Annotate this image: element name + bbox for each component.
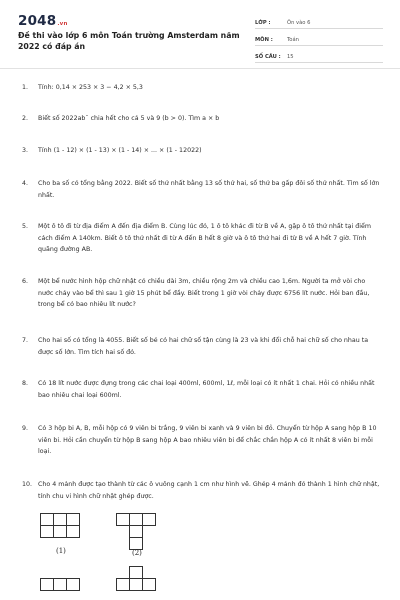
site-logo[interactable]: 2048.vn [18, 13, 68, 29]
meta-class-label: LỚP : [255, 20, 271, 26]
question-number: 2. [22, 115, 29, 122]
meta-class [255, 14, 383, 29]
question-number: 5. [22, 223, 29, 230]
meta-subject-value: Toán [287, 37, 299, 43]
question-text: Biết số 2022ab¯ chia hết cho cả 5 và 9 (b > 0). Tìm a × b [38, 115, 220, 122]
question-text: Cho ba số có tổng bằng 2022. Biết số thứ nhất bằng 13 số thứ hai, số thứ ba gấp đôi số thứ nhất. Tìm số lớn nhất. [38, 180, 380, 199]
page-title: Đề thi vào lớp 6 môn Toán trường Amsterdam năm 2022 có đáp án [18, 31, 240, 51]
question-text: Cho 4 mảnh được tạo thành từ các ô vuông cạnh 1 cm như hình vẽ. Ghép 4 mảnh đó thành 1 hình chữ nhật, tính chu vi hình chữ nhật ghép được. [38, 481, 380, 500]
question-number: 9. [22, 425, 29, 432]
question-text: Có 3 hộp bi A, B, mỗi hộp có 9 viên bi trắng, 9 viên bi xanh và 9 viên bi đỏ. Chuyển từ hộp A sang hộp B 10 viên bi. Hỏi cần chuyển từ hộp B sang hộp A bao nhiêu viên bi để chắc chắn hộp A có ít nhất 8 viên bi mỗi loại. [38, 425, 377, 455]
question-text: Có 18 lít nước được đựng trong các chai loại 400ml, 600ml, 1ℓ, mỗi loại có ít nhất 1 chai. Hỏi có nhiều nhất bao nhiêu chai loại 600ml. [38, 380, 375, 399]
question-number: 3. [22, 147, 29, 154]
header-divider [0, 68, 400, 69]
question-number: 7. [22, 337, 29, 344]
question-number: 8. [22, 380, 29, 387]
meta-question-count [255, 48, 383, 63]
figure-piece-1 [40, 513, 90, 573]
figure-piece-4 [116, 566, 166, 600]
figure-piece-3 [40, 578, 90, 600]
figure-2-caption: (2) [132, 549, 142, 557]
question-number: 10. [22, 481, 33, 488]
meta-class-value: Ôn vào 6 [287, 20, 311, 26]
figure-1-caption: (1) [56, 547, 66, 555]
header [0, 0, 400, 66]
question-text: Một ô tô đi từ địa điểm A đến địa điểm B. Cùng lúc đó, 1 ô tô khác đi từ B về A, gặp ô tô thứ nhất tại điểm cách điểm A 140km. Biết ô tô thứ nhất đi từ A đến B hết 8 giờ và ô tô thứ hai đi từ B về A hết 7 giờ. Tính quãng đường AB. [38, 223, 372, 253]
meta-question-count-label: SỐ CÂU : [255, 54, 281, 60]
question-text: Tính (1 - 12) × (1 - 13) × (1 - 14) × ... × (1 - 12022) [38, 147, 202, 154]
exam-meta [255, 14, 383, 65]
question-text: Cho hai số có tổng là 4055. Biết số bé có hai chữ số tận cùng là 23 và khi đổi chỗ hai chữ số cho nhau ta được số lớn. Tìm tích hai số đó. [38, 337, 369, 356]
meta-subject [255, 31, 383, 46]
meta-question-count-value: 15 [287, 54, 294, 60]
question-text: Tính: 0,14 × 253 × 3 − 4,2 × 5,3 [38, 84, 143, 91]
meta-subject-label: MÔN : [255, 37, 273, 43]
question-text: Một bể nước hình hộp chữ nhật có chiều dài 3m, chiều rộng 2m và chiều cao 1,6m. Người ta mở vòi cho nước chảy vào bể thì sau 1 giờ 15 phút bể đầy. Biết trong 1 giờ vòi chảy được 6756 lít nước. Hỏi ban đầu, trong bể có bao nhiêu lít nước? [38, 278, 370, 308]
figure-piece-2 [116, 513, 166, 573]
question-number: 6. [22, 278, 29, 285]
question-number: 4. [22, 180, 29, 187]
question-number: 1. [22, 84, 29, 91]
